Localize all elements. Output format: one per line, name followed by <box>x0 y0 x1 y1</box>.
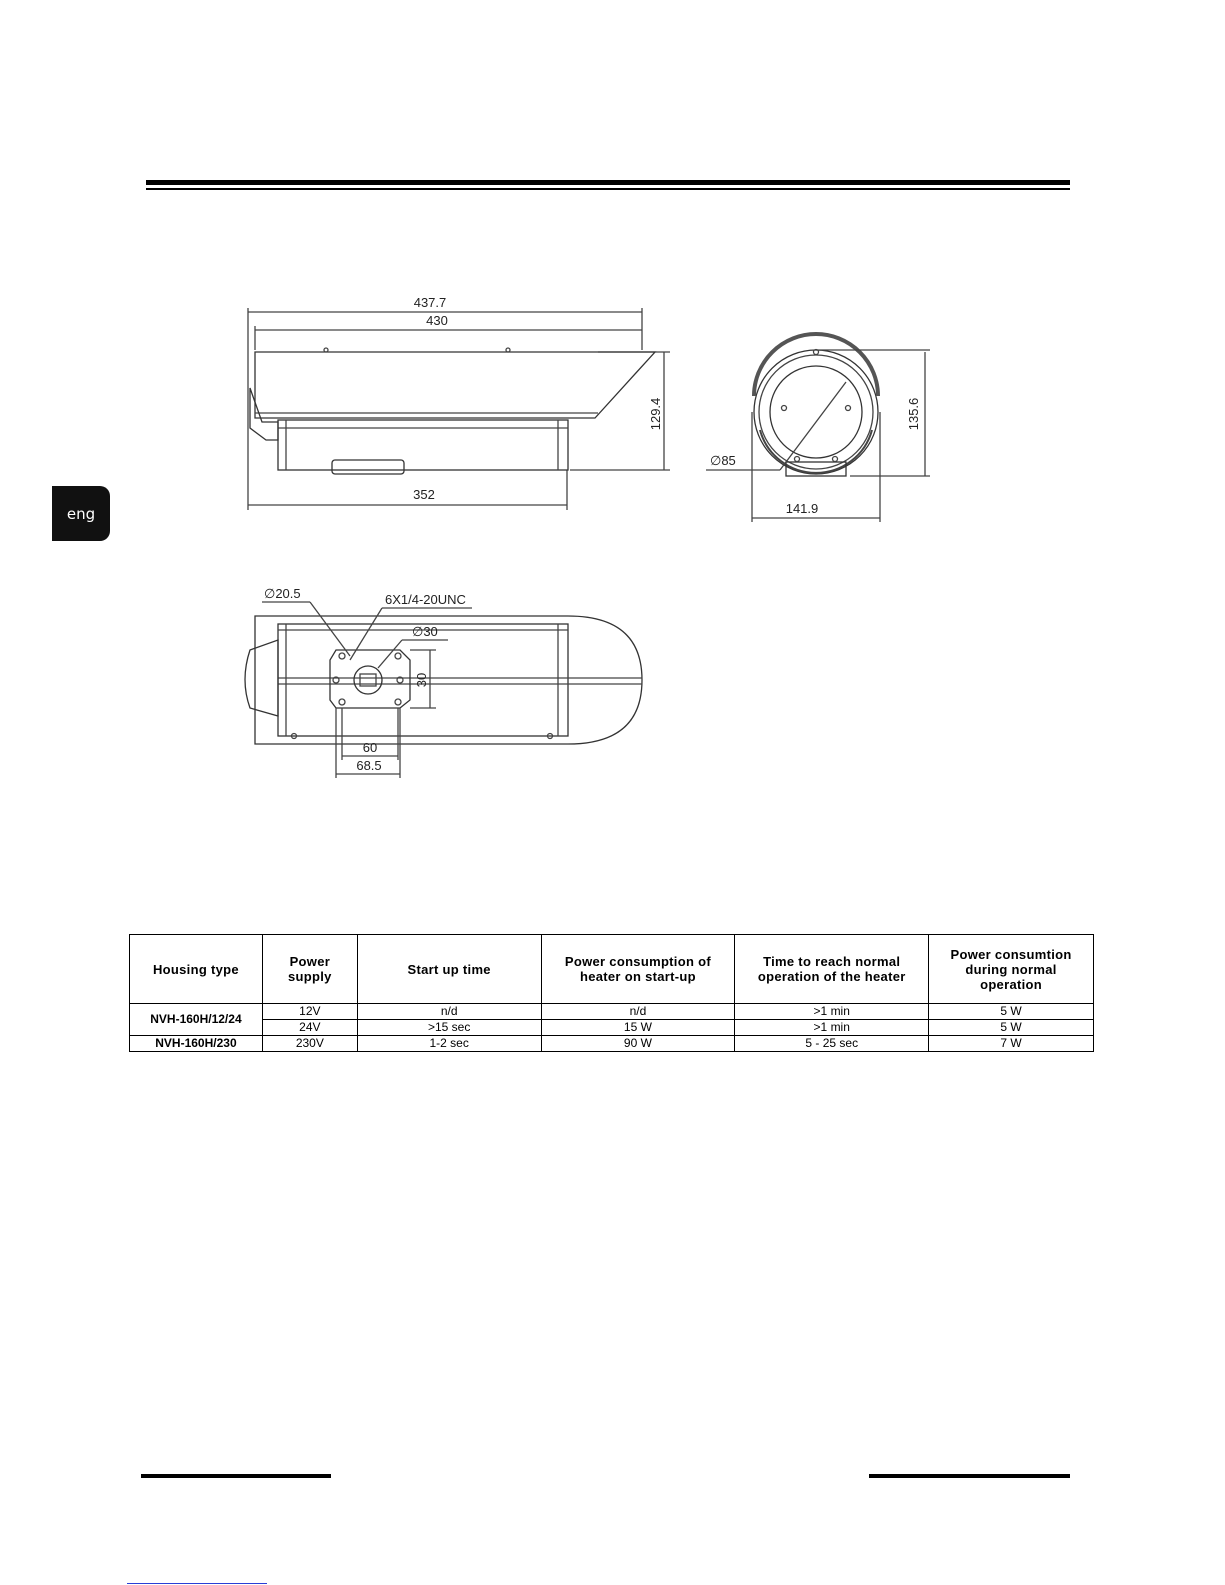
cell-normal-power: 5 W <box>929 1020 1094 1036</box>
dim-side-spacing: 30 <box>414 672 429 688</box>
footer-link-underline[interactable] <box>127 1583 267 1584</box>
dim-thread: 6X1/4-20UNC <box>385 592 466 607</box>
table-header-row <box>130 935 1094 1004</box>
footer-rule-right <box>869 1474 1070 1478</box>
cell-time-to-normal: >1 min <box>735 1020 929 1036</box>
dim-inner-spacing: 60 <box>362 740 378 755</box>
table-row <box>130 1004 1094 1020</box>
dim-overall-length: 437.7 <box>413 295 447 310</box>
cell-normal-power: 5 W <box>929 1004 1094 1020</box>
cell-start-up-time: 1-2 sec <box>357 1036 541 1052</box>
bottom-view <box>245 602 642 778</box>
dim-center-diameter: ∅30 <box>412 624 438 639</box>
col-header-normal-power: Power consumtion during normal operation <box>929 935 1094 1004</box>
cell-power-supply: 230V <box>262 1036 357 1052</box>
dim-body-length: 430 <box>426 313 448 328</box>
cell-heater-start-power: n/d <box>541 1004 735 1020</box>
dim-front-width: 141.9 <box>785 501 819 516</box>
col-header-housing-type: Housing type <box>130 935 263 1004</box>
dim-hole-diameter: ∅20.5 <box>264 586 301 601</box>
col-header-time-to-normal: Time to reach normal operation of the heater <box>735 935 929 1004</box>
col-header-power-supply: Power supply <box>262 935 357 1004</box>
col-header-heater-start-power: Power consumption of heater on start-up <box>541 935 735 1004</box>
dim-side-height: 129.4 <box>648 397 663 431</box>
cell-time-to-normal: >1 min <box>735 1004 929 1020</box>
col-header-start-up-time: Start up time <box>357 935 541 1004</box>
table-row <box>130 1036 1094 1052</box>
heater-spec-table <box>129 934 1094 1052</box>
footer-rule-left <box>141 1474 331 1478</box>
front-view <box>706 334 930 522</box>
model-cell: NVH-160H/12/24 <box>130 1004 263 1036</box>
model-cell: NVH-160H/230 <box>130 1036 263 1052</box>
cell-power-supply: 24V <box>262 1020 357 1036</box>
cell-heater-start-power: 90 W <box>541 1036 735 1052</box>
table-row <box>130 1020 1094 1036</box>
cell-start-up-time: n/d <box>357 1004 541 1020</box>
cell-start-up-time: >15 sec <box>357 1020 541 1036</box>
side-view <box>248 308 670 510</box>
dim-base-length: 352 <box>413 487 435 502</box>
cell-normal-power: 7 W <box>929 1036 1094 1052</box>
cell-heater-start-power: 15 W <box>541 1020 735 1036</box>
cell-power-supply: 12V <box>262 1004 357 1020</box>
cell-time-to-normal: 5 - 25 sec <box>735 1036 929 1052</box>
language-tab-label: eng <box>66 504 96 523</box>
dim-window-diameter: ∅85 <box>710 453 736 468</box>
dim-front-height: 135.6 <box>906 397 921 431</box>
dim-outer-spacing: 68.5 <box>356 758 382 773</box>
